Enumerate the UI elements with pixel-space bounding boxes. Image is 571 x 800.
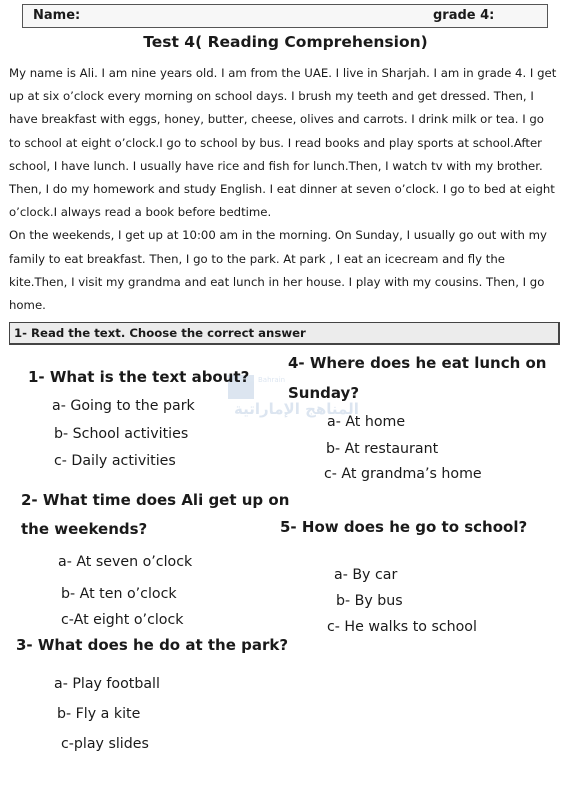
question-2-line-2: the weekends?	[21, 520, 148, 538]
q2-option-b[interactable]: b- At ten o’clock	[61, 586, 177, 602]
watermark-small-text: Bahrain	[258, 376, 286, 384]
q5-option-a[interactable]: a- By car	[334, 567, 398, 583]
question-5: 5- How does he go to school?	[280, 518, 528, 536]
passage-paragraph-2: On the weekends, I get up at 10:00 am in the morning. On Sunday, I usually go out with my family to eat breakfast. Then, I go to the park. At park , I eat an icecream and fly the kite.Then, I visit my grandma and eat lunch in her house. I play with my cousins. Then, I go home.	[9, 228, 547, 313]
question-3: 3- What does he do at the park?	[16, 636, 289, 654]
grade-label: grade 4:	[433, 8, 495, 23]
q3-option-b[interactable]: b- Fly a kite	[57, 706, 141, 722]
q2-option-c[interactable]: c-At eight o’clock	[61, 612, 184, 628]
q3-option-c[interactable]: c-play slides	[61, 736, 149, 752]
q4-option-c[interactable]: c- At grandma’s home	[324, 466, 482, 482]
section-instruction-bar	[9, 322, 560, 345]
page-title: Test 4( Reading Comprehension)	[143, 33, 428, 51]
q3-option-a[interactable]: a- Play football	[54, 676, 160, 692]
q5-option-c[interactable]: c- He walks to school	[327, 619, 477, 635]
question-4-line-2: Sunday?	[288, 384, 360, 402]
q2-option-a[interactable]: a- At seven o’clock	[58, 554, 193, 570]
q5-option-b[interactable]: b- By bus	[336, 593, 403, 609]
question-4-line-1: 4- Where does he eat lunch on	[288, 354, 547, 372]
reading-passage	[9, 62, 557, 317]
question-2-line-1: 2- What time does Ali get up on	[21, 491, 290, 509]
passage-paragraph-1: My name is Ali. I am nine years old. I am from the UAE. I live in Sharjah. I am in grade 4. I get up at six o’clock every morning on school days. I brush my teeth and get dressed. Then, I have breakfast with eggs, honey, butter, cheese, olives and carrots. I drink milk or tea. I go to school at eight o’clock.I go to school by bus. I read books and play sports at school.After school, I have lunch. I usually have rice and fish for lunch.Then, I watch tv with my brother. Then, I do my homework and study English. I eat dinner at seven o’clock. I go to bed at eight o’clock.I always read a book before bedtime.	[9, 66, 557, 220]
section-instruction: 1- Read the text. Choose the correct answer	[14, 326, 306, 340]
question-1: 1- What is the text about?	[28, 368, 250, 386]
name-label: Name:	[33, 8, 81, 23]
q1-option-b[interactable]: b- School activities	[54, 426, 189, 442]
q4-option-a[interactable]: a- At home	[327, 414, 406, 430]
header-box	[22, 4, 548, 28]
q1-option-a[interactable]: a- Going to the park	[52, 398, 195, 414]
q4-option-b[interactable]: b- At restaurant	[326, 441, 439, 457]
watermark-text: المناهج الإماراتية	[234, 400, 359, 418]
q1-option-c[interactable]: c- Daily activities	[54, 453, 176, 469]
